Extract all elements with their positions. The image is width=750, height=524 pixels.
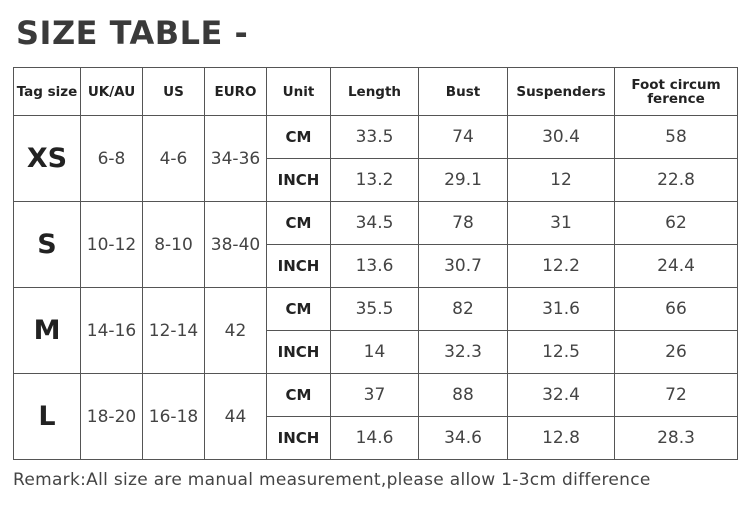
tag-size-cell: S (14, 202, 81, 288)
bust-cell: 78 (419, 202, 508, 245)
foot-cell: 26 (615, 331, 738, 374)
suspenders-cell: 12.8 (508, 417, 615, 460)
euro-cell: 34-36 (205, 116, 267, 202)
foot-cell: 28.3 (615, 417, 738, 460)
us-cell: 4-6 (143, 116, 205, 202)
foot-cell: 72 (615, 374, 738, 417)
length-cell: 14 (331, 331, 419, 374)
header-unit: Unit (267, 68, 331, 116)
bust-cell: 34.6 (419, 417, 508, 460)
unit-cell: INCH (267, 417, 331, 460)
remark-text: Remark:All size are manual measurement,please allow 1-3cm difference (13, 470, 651, 490)
suspenders-cell: 30.4 (508, 116, 615, 159)
tag-size-cell: XS (14, 116, 81, 202)
unit-cell: CM (267, 116, 331, 159)
table-row (14, 374, 738, 417)
foot-cell: 66 (615, 288, 738, 331)
uk-au-cell: 10-12 (81, 202, 143, 288)
table-row (14, 202, 738, 245)
unit-cell: INCH (267, 245, 331, 288)
uk-au-cell: 14-16 (81, 288, 143, 374)
us-cell: 16-18 (143, 374, 205, 460)
length-cell: 13.2 (331, 159, 419, 202)
suspenders-cell: 12 (508, 159, 615, 202)
foot-cell: 58 (615, 116, 738, 159)
foot-cell: 62 (615, 202, 738, 245)
tag-size-cell: L (14, 374, 81, 460)
length-cell: 14.6 (331, 417, 419, 460)
length-cell: 13.6 (331, 245, 419, 288)
euro-cell: 44 (205, 374, 267, 460)
us-cell: 12-14 (143, 288, 205, 374)
bust-cell: 82 (419, 288, 508, 331)
size-table (13, 67, 738, 460)
length-cell: 37 (331, 374, 419, 417)
unit-cell: CM (267, 374, 331, 417)
suspenders-cell: 31 (508, 202, 615, 245)
bust-cell: 30.7 (419, 245, 508, 288)
header-foot-line2: ference (647, 90, 705, 107)
header-foot-line1: Foot circum (631, 76, 721, 93)
bust-cell: 74 (419, 116, 508, 159)
table-row (14, 288, 738, 331)
unit-cell: INCH (267, 331, 331, 374)
bust-cell: 32.3 (419, 331, 508, 374)
suspenders-cell: 12.5 (508, 331, 615, 374)
header-euro: EURO (205, 68, 267, 116)
bust-cell: 88 (419, 374, 508, 417)
header-tag-size: Tag size (14, 68, 81, 116)
length-cell: 35.5 (331, 288, 419, 331)
bust-cell: 29.1 (419, 159, 508, 202)
unit-cell: CM (267, 202, 331, 245)
header-uk-au: UK/AU (81, 68, 143, 116)
length-cell: 34.5 (331, 202, 419, 245)
unit-cell: CM (267, 288, 331, 331)
header-length: Length (331, 68, 419, 116)
foot-cell: 24.4 (615, 245, 738, 288)
header-row (14, 68, 738, 116)
header-foot-circumference (615, 68, 738, 116)
suspenders-cell: 31.6 (508, 288, 615, 331)
tag-size-cell: M (14, 288, 81, 374)
uk-au-cell: 6-8 (81, 116, 143, 202)
suspenders-cell: 12.2 (508, 245, 615, 288)
table-row (14, 116, 738, 159)
length-cell: 33.5 (331, 116, 419, 159)
foot-cell: 22.8 (615, 159, 738, 202)
page-title: SIZE TABLE - (16, 14, 249, 52)
unit-cell: INCH (267, 159, 331, 202)
euro-cell: 42 (205, 288, 267, 374)
header-bust: Bust (419, 68, 508, 116)
us-cell: 8-10 (143, 202, 205, 288)
header-us: US (143, 68, 205, 116)
header-suspenders: Suspenders (508, 68, 615, 116)
suspenders-cell: 32.4 (508, 374, 615, 417)
uk-au-cell: 18-20 (81, 374, 143, 460)
euro-cell: 38-40 (205, 202, 267, 288)
